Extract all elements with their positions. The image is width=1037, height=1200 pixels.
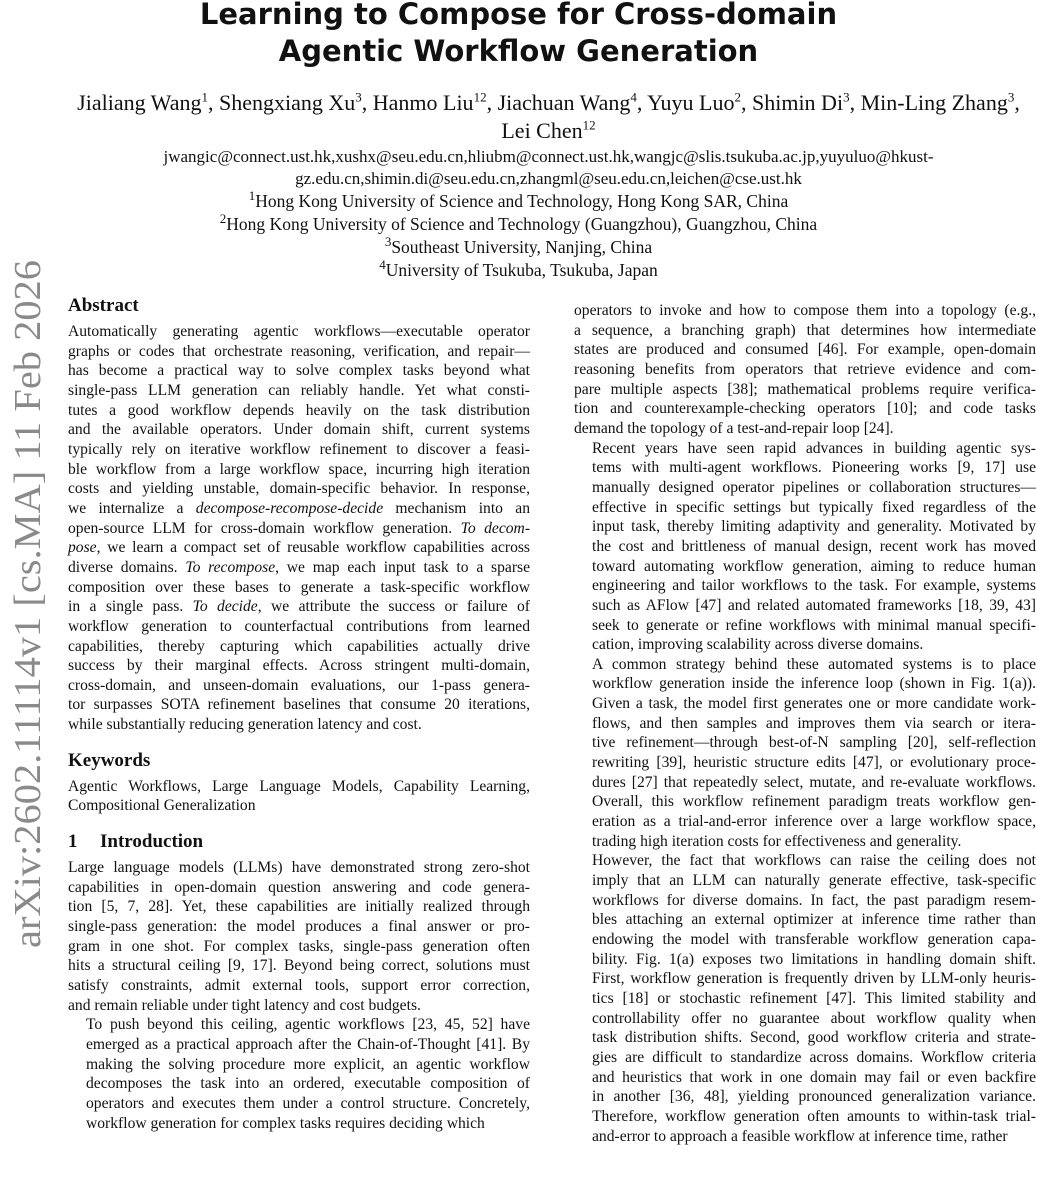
- author-affiliation-mark: 3: [1007, 89, 1015, 105]
- text-line: and-error to approach a feasible workflow at inference time, rather: [592, 1127, 1008, 1145]
- text-line: and remain reliable under tight latency and cost budgets.: [68, 996, 421, 1014]
- text-line: Large language models (LLMs) have demonstrated strong zero-shot: [68, 859, 530, 877]
- keywords-text: [68, 777, 530, 816]
- text-line: dures [27] that repeatedly select, mutate, and re-evaluate workflows.: [592, 773, 1036, 791]
- author-affiliation-mark: 3: [843, 89, 850, 105]
- abstract-heading: Abstract: [68, 295, 139, 316]
- text-line: Recent years have seen rapid advances in building agentic sys-: [592, 439, 1036, 457]
- arxiv-identifier: [0, 260, 52, 950]
- affiliation-text: Southeast University, Nanjing, China: [391, 237, 653, 257]
- text-line: gies are difficult to standardize across domains. Workflow criteria: [592, 1048, 1036, 1066]
- affiliation-line: [0, 236, 1037, 259]
- text-line: single-pass generation: the model produces a final answer or pro-: [68, 918, 530, 936]
- author-emails: [100, 146, 997, 190]
- text-line: typically rely on iterative workflow refinement to discover a feasi-: [68, 440, 530, 458]
- text-line: Therefore, workflow generation often amounts to within-task trial-: [592, 1107, 1036, 1125]
- affiliation-number: 1: [248, 188, 256, 204]
- text-line: To push beyond this ceiling, agentic workflows [23, 45, 52] have: [86, 1016, 530, 1034]
- introduction-heading: [68, 830, 530, 854]
- text-line: diverse domains. To recompose, we map each input task to a sparse: [68, 558, 530, 576]
- text-line: eration as a trial-and-error inference over a large workflow space,: [592, 813, 1036, 831]
- text-line: composition over these bases to generate a task-specific workflow: [68, 578, 530, 596]
- text-line: satisfy constraints, admit external tools, support error correction,: [68, 977, 530, 995]
- affiliation-number: 4: [379, 257, 386, 273]
- text-line: cation, improving scalability across diverse domains.: [592, 636, 924, 654]
- author-name: Yuyu Luo: [647, 90, 735, 115]
- text-line: success by their marginal effects. Across stringent multi-domain,: [68, 657, 530, 675]
- text-line: Compositional Generalization: [68, 797, 256, 815]
- text-line: ble workflow from a large workflow space, incurring high iteration: [68, 460, 530, 478]
- text-line: and heuristics that work in one domain may fail or even backfire: [592, 1068, 1036, 1086]
- text-line: pose, we learn a compact set of reusable workflow capabilities across: [68, 539, 530, 557]
- text-line: in another [36, 48], yielding pronounced generalization variance.: [592, 1088, 1036, 1106]
- text-line: such as AFlow [47] and related automated frameworks [18, 39, 43]: [592, 596, 1036, 614]
- affiliation-text: University of Tsukuba, Tsukuba, Japan: [385, 260, 658, 280]
- text-line: task distribution shifts. Second, good workflow criteria and strate-: [592, 1029, 1036, 1047]
- text-line: Overall, this workflow refinement paradigm treats workflow gen-: [592, 793, 1036, 811]
- text-line: making the solving procedure more explicit, an agentic workflow: [86, 1055, 530, 1073]
- arxiv-id-text: arXiv:2602.11114v1 [cs.MA] 11 Feb 2026: [7, 301, 49, 948]
- text-line: flows, and then samples and improves them via search or itera-: [592, 714, 1036, 732]
- text-line: trading high iteration costs for effectiveness and generality.: [592, 832, 962, 850]
- author-affiliation-mark: 3: [355, 89, 362, 105]
- affiliation-text: Hong Kong University of Science and Technology (Guangzhou), Guangzhou, China: [226, 214, 818, 234]
- text-line: workflow generation for complex tasks requires deciding which: [86, 1114, 485, 1132]
- affiliation-line: [0, 259, 1037, 282]
- body-paragraph: [574, 851, 1036, 1146]
- author-affiliation-mark: 2: [734, 89, 741, 105]
- text-line: cross-domain, and unseen-domain evaluations, our 1-pass genera-: [68, 676, 530, 694]
- author-name: Jiachuan Wang: [497, 90, 631, 115]
- author-name: Shimin Di: [751, 90, 844, 115]
- author-affiliation-mark: 12: [473, 89, 487, 105]
- affiliation-text: Hong Kong University of Science and Technology, Hong Kong SAR, China: [255, 191, 789, 211]
- emails-line-2: gz.edu.cn,shimin.di@seu.edu.cn,zhangml@seu.edu.cn,leichen@cse.ust.hk: [295, 169, 802, 188]
- text-line: while substantially reducing generation latency and cost.: [68, 716, 422, 734]
- abstract-text: [68, 322, 530, 735]
- text-line: input task, thereby limiting adaptivity and generality. Motivated by: [592, 518, 1036, 536]
- text-line: tics [18] or stochastic refinement [47]. This limited stability and: [592, 989, 1036, 1007]
- affiliation-number: 3: [384, 234, 392, 250]
- text-line: tems with multi-agent workflows. Pioneering works [9, 17] use: [592, 459, 1036, 477]
- text-line: engineering and tailor workflows to the task. For example, systems: [592, 577, 1036, 595]
- author-name: Shengxiang Xu: [218, 90, 356, 115]
- text-line: gram in one shot. For complex tasks, single-pass generation often: [68, 937, 530, 955]
- author-affiliation-mark: 12: [582, 117, 596, 133]
- left-column: [68, 294, 530, 1133]
- text-line: toward automating workflow generation, aiming to reduce human: [592, 557, 1036, 575]
- text-line: effective in specific settings but typically fixed regardless of the: [592, 498, 1036, 516]
- right-column: [574, 301, 1036, 1146]
- text-line: Given a task, the model first generates one or more candidate work-: [592, 695, 1036, 713]
- intro-paragraph: [68, 1015, 530, 1133]
- text-line: costs and yielding unstable, domain-specific behavior. In response,: [68, 480, 530, 498]
- affiliation-line: [0, 213, 1037, 236]
- author-list: Jialiang Wang$^1$, Shengxiang Xu$^3$, Hanmo Liu$^{12}$, Jiachuan Wang$^4$, Yuyu Luo$^2$, Shimin Di$^3$, Min-Ling Zhang$^3$, Lei Chen$^{12}$: [77, 89, 1020, 143]
- text-line: and the available operators. Under domain shift, current systems: [68, 421, 530, 439]
- text-line: operators and executes them under a control structure. Concretely,: [86, 1094, 530, 1112]
- body-paragraph: [574, 301, 1036, 439]
- text-line: hits a structural ceiling [9, 17]. Beyond being correct, solutions must: [68, 957, 530, 975]
- text-line: the cost and brittleness of manual design, recent work has moved: [592, 537, 1036, 555]
- text-line: has become a practical way to solve complex tasks beyond what: [68, 362, 530, 380]
- intro-paragraph: [68, 858, 530, 1015]
- author-name: Jialiang Wang: [77, 90, 202, 115]
- text-line: in a single pass. To decide, we attribute the success or failure of: [68, 598, 530, 616]
- body-paragraph: [574, 439, 1036, 655]
- text-line: Automatically generating agentic workflows—executable operator: [68, 323, 530, 340]
- title-line-1: Learning to Compose for Cross-domain: [199, 0, 838, 31]
- text-line: graphs or codes that orchestrate reasoning, verification, and repair—: [68, 342, 530, 360]
- author-name: Min-Ling Zhang: [860, 90, 1008, 115]
- body-paragraph: [574, 655, 1036, 852]
- author-affiliation-mark: 4: [630, 89, 637, 105]
- text-line: open-source LLM for cross-domain workflow generation. To decom-: [68, 519, 531, 537]
- text-line: pare multiple aspects [38]; mathematical problems require verifica-: [574, 380, 1036, 398]
- paper-title: [0, 0, 1037, 70]
- text-line: controllability offer no guarantee about workflow quality when: [592, 1009, 1036, 1027]
- text-line: First, workflow generation is frequently driven by LLM-only heuris-: [592, 970, 1036, 988]
- text-line: A common strategy behind these automated systems is to place: [592, 655, 1036, 673]
- affiliations: [0, 190, 1037, 282]
- text-line: seek to generate or refine workflows with minimal manual specifi-: [592, 616, 1036, 634]
- text-line: capabilities, thereby capturing which capabilities actually drive: [68, 637, 530, 655]
- text-line: states are produced and consumed [46]. For example, open-domain: [574, 341, 1036, 359]
- text-line: endowing the model with transferable workflow generation capa-: [592, 931, 1036, 948]
- text-line: workflow generation to counterfactual contributions from learned: [68, 617, 530, 635]
- text-line: manually designed operator pipelines or collaboration structures—: [592, 478, 1036, 496]
- text-line: bles attaching an external optimizer at inference time rather than: [592, 911, 1036, 929]
- text-line: capabilities in open-domain question answering and code genera-: [68, 878, 530, 896]
- text-line: single-pass LLM generation can reliably handle. Yet what consti-: [68, 381, 530, 399]
- text-line: However, the fact that workflows can raise the ceiling does not: [592, 852, 1036, 870]
- text-line: Agentic Workflows, Large Language Models, Capability Learning,: [68, 777, 530, 795]
- text-line: imply that an LLM can naturally generate effective, task-specific: [592, 872, 1036, 890]
- author-name: Hanmo Liu: [372, 90, 474, 115]
- title-line-2: Agentic Workflow Generation: [278, 34, 759, 68]
- text-line: tion and counterexample-checking operators [10]; and code tasks: [574, 400, 1036, 418]
- text-line: bility. Fig. 1(a) exposes two limitations in handling domain shift.: [592, 950, 1036, 968]
- affiliation-line: [0, 190, 1037, 213]
- text-line: tor surpasses SOTA refinement baselines that consume 20 iterations,: [68, 696, 530, 714]
- text-line: tutes a good workflow depends heavily on the task distribution: [68, 401, 530, 419]
- text-line: reasoning benefits from operators that retrieve evidence and com-: [574, 360, 1036, 378]
- text-line: decomposes the task into an ordered, executable composition of: [86, 1075, 530, 1093]
- text-line: we internalize a decompose-recompose-decide mechanism into an: [68, 499, 530, 517]
- emails-line-1: jwangic@connect.ust.hk,xushx@seu.edu.cn,hliubm@connect.ust.hk,wangjc@slis.tsukuba.ac.jp,yuyuluo@hkust-: [163, 147, 934, 166]
- text-line: tion [5, 7, 28]. Yet, these capabilities are initially realized through: [68, 898, 530, 916]
- keywords-heading: Keywords: [68, 749, 151, 771]
- text-line: a sequence, a branching graph) that determines how intermediate: [574, 321, 1036, 339]
- text-line: tive refinement—through best-of-N sampling [20], self-reflection: [592, 734, 1036, 752]
- section-number: 1: [68, 831, 78, 853]
- text-line: workflow generation inside the inference loop (shown in Fig. 1(a)).: [592, 675, 1036, 693]
- text-line: workflows for diverse domains. In fact, the past paradigm resem-: [592, 891, 1036, 909]
- author-affiliation-mark: 1: [201, 89, 208, 105]
- section-title: Introduction: [100, 831, 204, 853]
- text-line: emerged as a practical approach after the Chain-of-Thought [41]. By: [86, 1036, 530, 1053]
- author-name: Lei Chen: [501, 118, 583, 143]
- text-line: rewriting [39], heuristic structure edits [47], or evolutionary proce-: [592, 754, 1036, 772]
- text-line: demand the topology of a test-and-repair loop [24].: [574, 419, 894, 437]
- text-line: operators to invoke and how to compose them into a topology (e.g.,: [574, 302, 1036, 319]
- affiliation-number: 2: [219, 211, 227, 227]
